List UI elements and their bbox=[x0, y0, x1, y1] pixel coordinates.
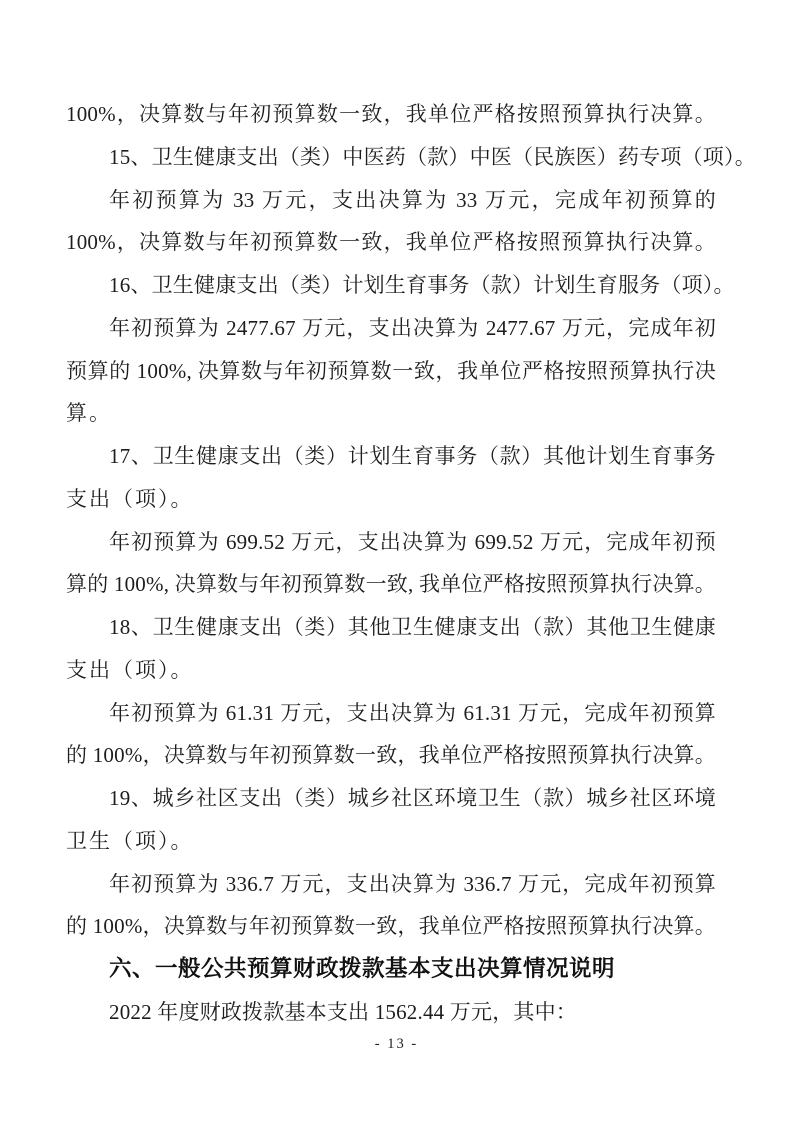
document-line: 100%，决算数与年初预算数一致，我单位严格按照预算执行决算。 bbox=[66, 102, 716, 126]
document-line: 19、城乡社区支出（类）城乡社区环境卫生（款）城乡社区环境 bbox=[109, 786, 716, 810]
document-body bbox=[66, 93, 756, 1034]
document-line: 年初预算为 699.52 万元，支出决算为 699.52 万元，完成年初预 bbox=[109, 529, 716, 554]
document-line: 算的 100%, 决算数与年初预算数一致, 我单位严格按照预算执行决算。 bbox=[66, 572, 716, 597]
closing-line: 2022 年度财政拨款基本支出 1562.44 万元，其中： bbox=[109, 999, 577, 1024]
document-line: 的 100%，决算数与年初预算数一致，我单位严格按照预算执行决算。 bbox=[66, 914, 716, 939]
document-line: 17、卫生健康支出（类）计划生育事务（款）其他计划生育事务 bbox=[109, 444, 716, 468]
document-line: 年初预算为 33 万元，支出决算为 33 万元，完成年初预算的 bbox=[109, 187, 716, 212]
document-line: 年初预算为 2477.67 万元，支出决算为 2477.67 万元，完成年初 bbox=[109, 315, 716, 340]
document-line: 卫生（项）。 bbox=[66, 828, 194, 853]
document-line: 支出（项）。 bbox=[66, 657, 194, 682]
document-line: 支出（项）。 bbox=[66, 486, 194, 511]
document-line: 年初预算为 336.7 万元，支出决算为 336.7 万元，完成年初预算 bbox=[109, 871, 716, 896]
document-line: 18、卫生健康支出（类）其他卫生健康支出（款）其他卫生健康 bbox=[109, 615, 716, 639]
page-number: - 13 - bbox=[374, 1036, 419, 1052]
document-line: 16、卫生健康支出（类）计划生育事务（款）计划生育服务（项）。 bbox=[109, 273, 735, 297]
section-heading: 六、一般公共预算财政拨款基本支出决算情况说明 bbox=[109, 956, 616, 981]
document-line: 算。 bbox=[66, 401, 112, 426]
document-line: 预算的 100%, 决算数与年初预算数一致，我单位严格按照预算执行决 bbox=[66, 358, 716, 383]
document-line: 的 100%，决算数与年初预算数一致，我单位严格按照预算执行决算。 bbox=[66, 743, 716, 768]
document-line: 100%，决算数与年初预算数一致，我单位严格按照预算执行决算。 bbox=[66, 230, 716, 255]
document-line: 年初预算为 61.31 万元，支出决算为 61.31 万元，完成年初预算 bbox=[109, 700, 716, 725]
document-line: 15、卫生健康支出（类）中医药（款）中医（民族医）药专项（项）。 bbox=[109, 144, 756, 169]
